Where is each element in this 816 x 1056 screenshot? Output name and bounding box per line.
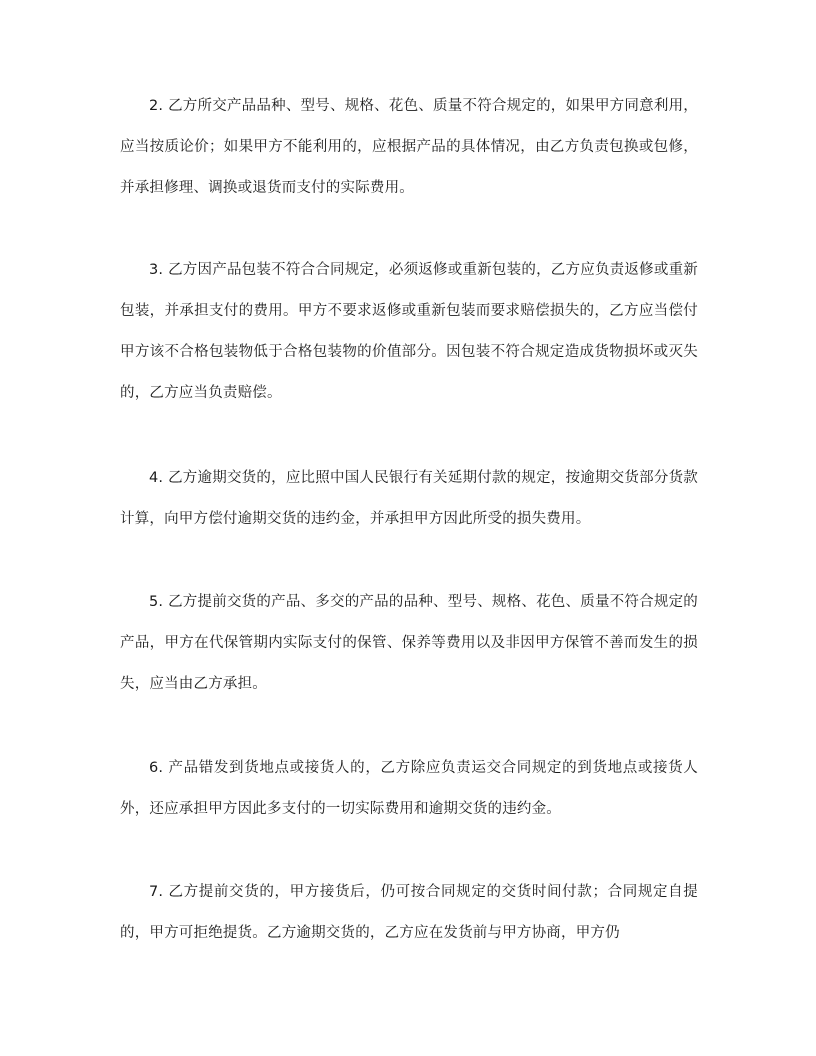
clause-4-paragraph: 4. 乙方逾期交货的，应比照中国人民银行有关延期付款的规定，按逾期交货部分货款计算，向甲方偿付逾期交货的违约金，并承担甲方因此所受的损失费用。	[120, 470, 698, 527]
clause-2-paragraph: 2. 乙方所交产品品种、型号、规格、花色、质量不符合规定的，如果甲方同意利用，应当按质论价；如果甲方不能利用的，应根据产品的具体情况，由乙方负责包换或包修，并承担修理、调换或退货而支付的实际费用。	[120, 98, 698, 196]
document-page	[120, 0, 698, 1056]
clause-6-paragraph: 6. 产品错发到货地点或接货人的，乙方除应负责运交合同规定的到货地点或接货人外，还应承担甲方因此多支付的一切实际费用和逾期交货的违约金。	[120, 760, 698, 817]
clause-5-paragraph: 5. 乙方提前交货的产品、多交的产品的品种、型号、规格、花色、质量不符合规定的产品，甲方在代保管期内实际支付的保管、保养等费用以及非因甲方保管不善而发生的损失，应当由乙方承担。	[120, 594, 698, 692]
clause-7-paragraph: 7. 乙方提前交货的，甲方接货后，仍可按合同规定的交货时间付款；合同规定自提的，甲方可拒绝提货。乙方逾期交货的，乙方应在发货前与甲方协商，甲方仍	[120, 884, 698, 941]
clause-3-paragraph: 3. 乙方因产品包装不符合合同规定，必须返修或重新包装的，乙方应负责返修或重新包装，并承担支付的费用。甲方不要求返修或重新包装而要求赔偿损失的，乙方应当偿付甲方该不合格包装物低于合格包装物的价值部分。因包装不符合规定造成货物损坏或灭失的，乙方应当负责赔偿。	[120, 262, 698, 401]
